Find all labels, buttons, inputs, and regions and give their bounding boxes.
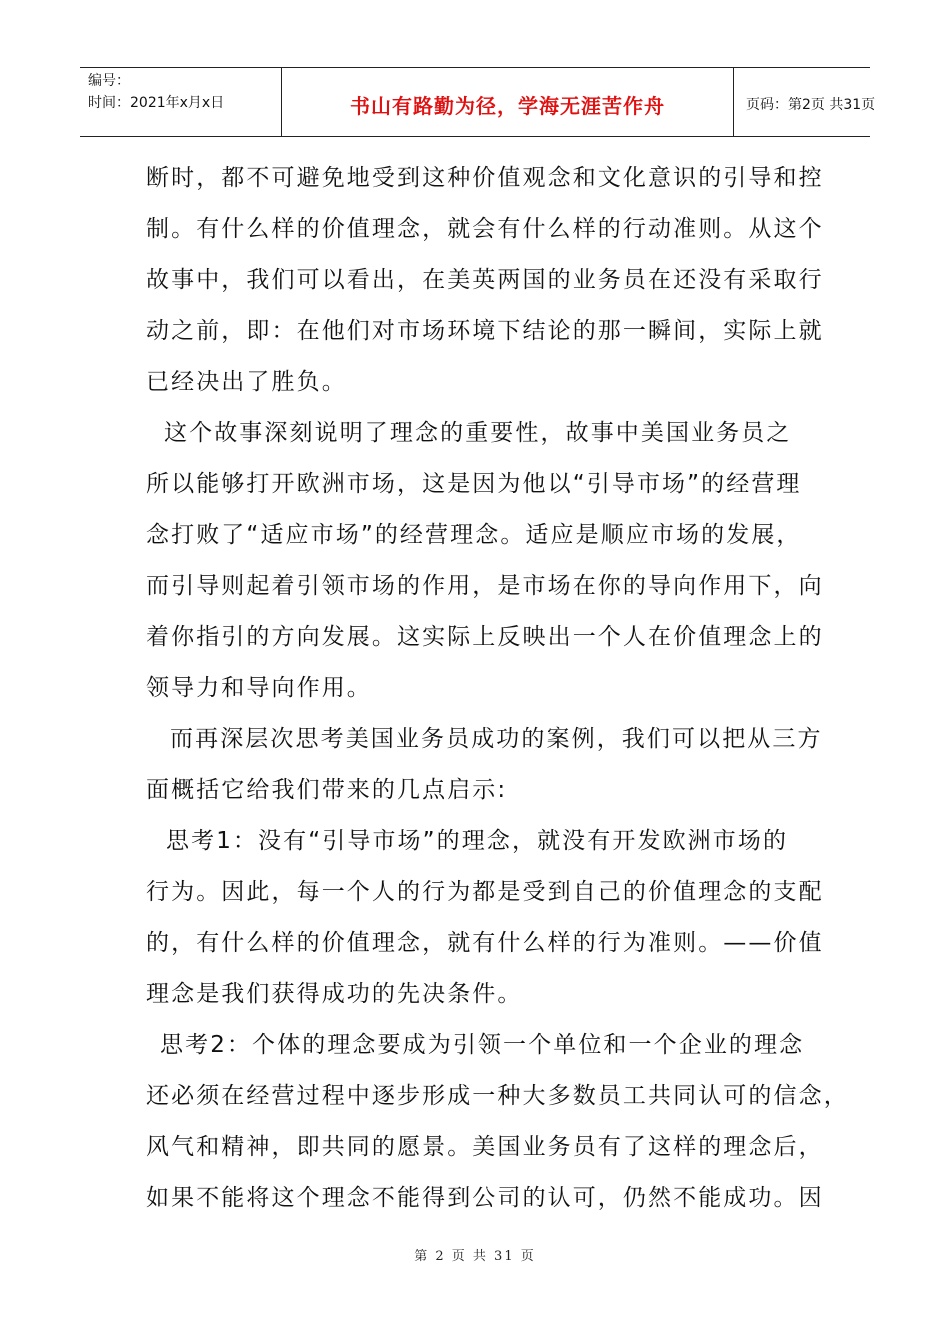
- page-info: 页码：第2页 共31页: [746, 97, 876, 113]
- page-footer: 第 2 页 共 31 页: [414, 1249, 536, 1264]
- body-line: 制。有什么样的价值理念，就会有什么样的行动准则。从这个: [146, 216, 824, 242]
- body-line: 已经决出了胜负。: [146, 369, 347, 395]
- body-line: 思考2：个体的理念要成为引领一个单位和一个企业的理念: [160, 1032, 805, 1058]
- body-line: 念打败了“适应市场”的经营理念。适应是顺应市场的发展，: [146, 522, 802, 548]
- body-line: 的，有什么样的价值理念，就有什么样的行为准则。——价值: [146, 930, 824, 956]
- body-line: 这个故事深刻说明了理念的重要性，故事中美国业务员之: [164, 420, 792, 446]
- motto-text: 书山有路勤为径，学海无涯苦作舟: [350, 94, 665, 118]
- body-line: 行为。因此，每一个人的行为都是受到自己的价值理念的支配: [146, 879, 824, 905]
- body-line: 而引导则起着引领市场的作用，是市场在你的导向作用下，向: [146, 573, 824, 599]
- header-motto-cell: [282, 68, 734, 136]
- body-line: 领导力和导向作用。: [146, 675, 372, 701]
- body-line: 断时，都不可避免地受到这种价值观念和文化意识的引导和控: [146, 165, 824, 191]
- body-line: 而再深层次思考美国业务员成功的案例，我们可以把从三方: [170, 726, 823, 752]
- body-line: 所以能够打开欧洲市场，这是因为他以“引导市场”的经营理: [146, 471, 802, 497]
- body-line: 着你指引的方向发展。这实际上反映出一个人在价值理念上的: [146, 624, 824, 650]
- header-page-cell: [734, 68, 876, 136]
- number-label: 编号：: [88, 73, 130, 89]
- page-header: [80, 67, 876, 137]
- header-meta-cell: [80, 68, 282, 136]
- body-line: 理念是我们获得成功的先决条件。: [146, 981, 523, 1007]
- body-line: 风气和精神，即共同的愿景。美国业务员有了这样的理念后，: [146, 1134, 824, 1160]
- body-line: 面概括它给我们带来的几点启示:: [146, 777, 508, 803]
- body-line: 故事中，我们可以看出，在美英两国的业务员在还没有采取行: [146, 267, 824, 293]
- body-line: 如果不能将这个理念不能得到公司的认可，仍然不能成功。因: [146, 1185, 824, 1211]
- body-line: 还必须在经营过程中逐步形成一种大多数员工共同认可的信念，: [146, 1083, 849, 1109]
- body-line: 动之前，即：在他们对市场环境下结论的那一瞬间，实际上就: [146, 318, 824, 344]
- body-line: 思考1：没有“引导市场”的理念，就没有开发欧洲市场的: [166, 828, 789, 854]
- date-label: 时间：2021年x月x日: [88, 95, 225, 111]
